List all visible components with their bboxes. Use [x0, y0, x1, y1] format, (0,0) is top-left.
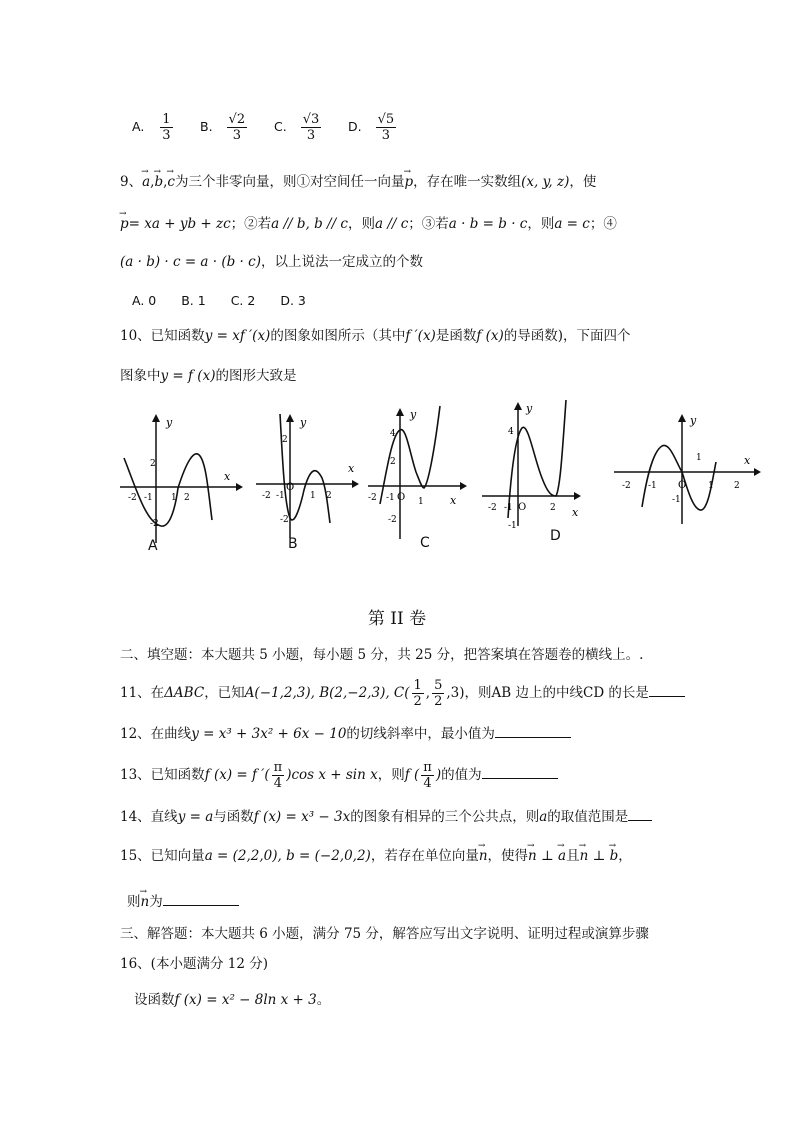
q12-answer-blank[interactable]	[495, 722, 571, 738]
q10-line-2: 图象中y = f (x)的图形大致是	[120, 368, 297, 384]
graph-a	[116, 408, 241, 553]
svg-text:2: 2	[150, 459, 156, 469]
svg-text:x: x	[224, 470, 231, 483]
svg-text:1: 1	[171, 493, 177, 503]
graph-b-label: B	[288, 536, 298, 552]
svg-text:-1: -1	[672, 495, 681, 505]
svg-text:y: y	[410, 408, 417, 421]
svg-text:O: O	[286, 482, 295, 493]
svg-text:-2: -2	[150, 519, 159, 529]
q8-option-c: C. $\frac{√3}{3}$	[274, 112, 320, 143]
svg-text:-1: -1	[508, 521, 517, 531]
svg-text:y: y	[300, 416, 307, 429]
svg-text:O: O	[678, 480, 687, 491]
q9-line-3: (a · b) · c = a · (b · c)，以上说法一定成立的个数	[120, 254, 423, 270]
q8-option-a: A. $\frac{1}{3}$	[132, 112, 171, 143]
svg-text:y: y	[526, 402, 533, 415]
q9-line-1: 9、→ a,→ b,→ c为三个非零向量，则①对空间任一向量→ p，存在唯一实数组(x, y, z)，使	[120, 172, 596, 192]
q10-line-1: 10、已知函数y = xf ′(x)的图象如图所示（其中f ′(x)是函数f (x)的导函数)，下面四个	[120, 328, 631, 344]
fraction: $\frac{5}{2}$	[434, 678, 443, 709]
svg-text:-2: -2	[280, 515, 289, 525]
svg-text:-1: -1	[386, 493, 395, 503]
graph-c-label: C	[420, 535, 430, 551]
svg-text:4: 4	[508, 427, 514, 437]
q14-answer-blank[interactable]	[628, 805, 652, 821]
svg-text:1: 1	[708, 481, 714, 491]
graph-d	[478, 398, 590, 550]
svg-text:2: 2	[734, 481, 740, 491]
fraction: $\frac{1}{2}$	[413, 678, 422, 709]
svg-text:y: y	[166, 416, 173, 429]
q9-line-2: → p= xa + yb + zc；②若a // b, b // c，则a // c；③若a · b = b · c，则a = c；④	[120, 214, 617, 234]
svg-text:-1: -1	[504, 503, 513, 513]
svg-text:x: x	[450, 494, 457, 507]
q15: 15、已知向量a = (2,2,0), b = (−2,0,2)，若存在单位向量→ n，使得→ n ⊥ → a且→ n ⊥ → b，	[120, 846, 632, 866]
fraction: $\frac{√3}{3}$	[302, 112, 320, 143]
svg-text:1: 1	[310, 491, 316, 501]
graph-b-plot	[252, 408, 362, 553]
graph-a-label: A	[148, 538, 158, 554]
fraction: $\frac{\pi}{4}$	[273, 760, 283, 791]
svg-text:2: 2	[390, 457, 396, 467]
svg-text:x: x	[348, 462, 355, 475]
q13-answer-blank[interactable]	[482, 763, 558, 779]
section-3-heading: 三、解答题：本大题共 6 小题，满分 75 分，解答应写出文字说明、证明过程或演算步骤	[120, 926, 649, 942]
svg-text:4: 4	[390, 429, 396, 439]
fraction: $\frac{√2}{3}$	[228, 112, 246, 143]
q15-answer-blank[interactable]	[163, 890, 239, 906]
svg-text:O: O	[397, 492, 406, 503]
graph-c	[364, 404, 472, 554]
svg-text:2: 2	[326, 491, 332, 501]
part-title: 第 II 卷	[367, 609, 427, 629]
graph-c-plot	[364, 404, 472, 554]
q8-option-d: D. $\frac{√5}{3}$	[348, 112, 395, 143]
q16-heading: 16、(本小题满分 12 分)	[120, 956, 268, 972]
q13: 13、已知函数f (x) = f ′( $\frac{\pi}{4}$ )cos x + sin x，则f ( $\frac{\pi}{4}$ )的值为	[120, 760, 558, 791]
svg-text:y: y	[690, 414, 697, 427]
svg-text:O: O	[518, 502, 527, 513]
graph-d-plot	[478, 398, 590, 550]
q16-body: 设函数f (x) = x² − 8ln x + 3。	[134, 992, 331, 1008]
svg-text:-2: -2	[388, 515, 397, 525]
svg-text:x: x	[572, 506, 579, 519]
svg-text:x: x	[744, 454, 751, 467]
q15-continued: 则→ n为	[127, 890, 239, 912]
svg-text:-2: -2	[488, 503, 497, 513]
fraction: $\frac{1}{3}$	[162, 112, 171, 143]
svg-text:2: 2	[282, 435, 288, 445]
svg-text:-1: -1	[648, 481, 657, 491]
q11-answer-blank[interactable]	[649, 681, 685, 697]
svg-text:1: 1	[696, 453, 702, 463]
svg-text:-2: -2	[368, 493, 377, 503]
svg-text:2: 2	[550, 503, 556, 513]
graph-reference	[612, 412, 762, 527]
svg-text:-2: -2	[262, 491, 271, 501]
graph-d-label: D	[550, 528, 561, 544]
svg-text:-1: -1	[276, 491, 285, 501]
q9-options: A. 0 B. 1 C. 2 D. 3	[132, 293, 306, 308]
section-2-heading: 二、填空题：本大题共 5 小题，每小题 5 分，共 25 分，把答案填在答题卷的横线上。.	[120, 647, 644, 663]
q11: 11、在ΔABC，已知A(−1,2,3), B(2,−2,3), C( $\frac{1}{2}$ , $\frac{5}{2}$ ,3)，则AB 边上的中线CD 的长是	[120, 678, 685, 709]
svg-text:1: 1	[418, 497, 424, 507]
graph-b	[252, 408, 362, 553]
graph-a-plot	[116, 408, 241, 553]
fraction: $\frac{\pi}{4}$	[423, 760, 432, 791]
q8-option-b: B. $\frac{√2}{3}$	[200, 112, 246, 143]
q12: 12、在曲线y = x³ + 3x² + 6x − 10的切线斜率中，最小值为	[120, 722, 571, 744]
graph-reference-plot	[612, 412, 762, 527]
svg-text:-2: -2	[622, 481, 631, 491]
q14: 14、直线y = a与函数f (x) = x³ − 3x的图象有相异的三个公共点，则a的取值范围是	[120, 805, 652, 827]
svg-text:-2: -2	[128, 493, 137, 503]
svg-text:-1: -1	[144, 493, 153, 503]
fraction: $\frac{√5}{3}$	[377, 112, 395, 143]
svg-text:2: 2	[184, 493, 190, 503]
